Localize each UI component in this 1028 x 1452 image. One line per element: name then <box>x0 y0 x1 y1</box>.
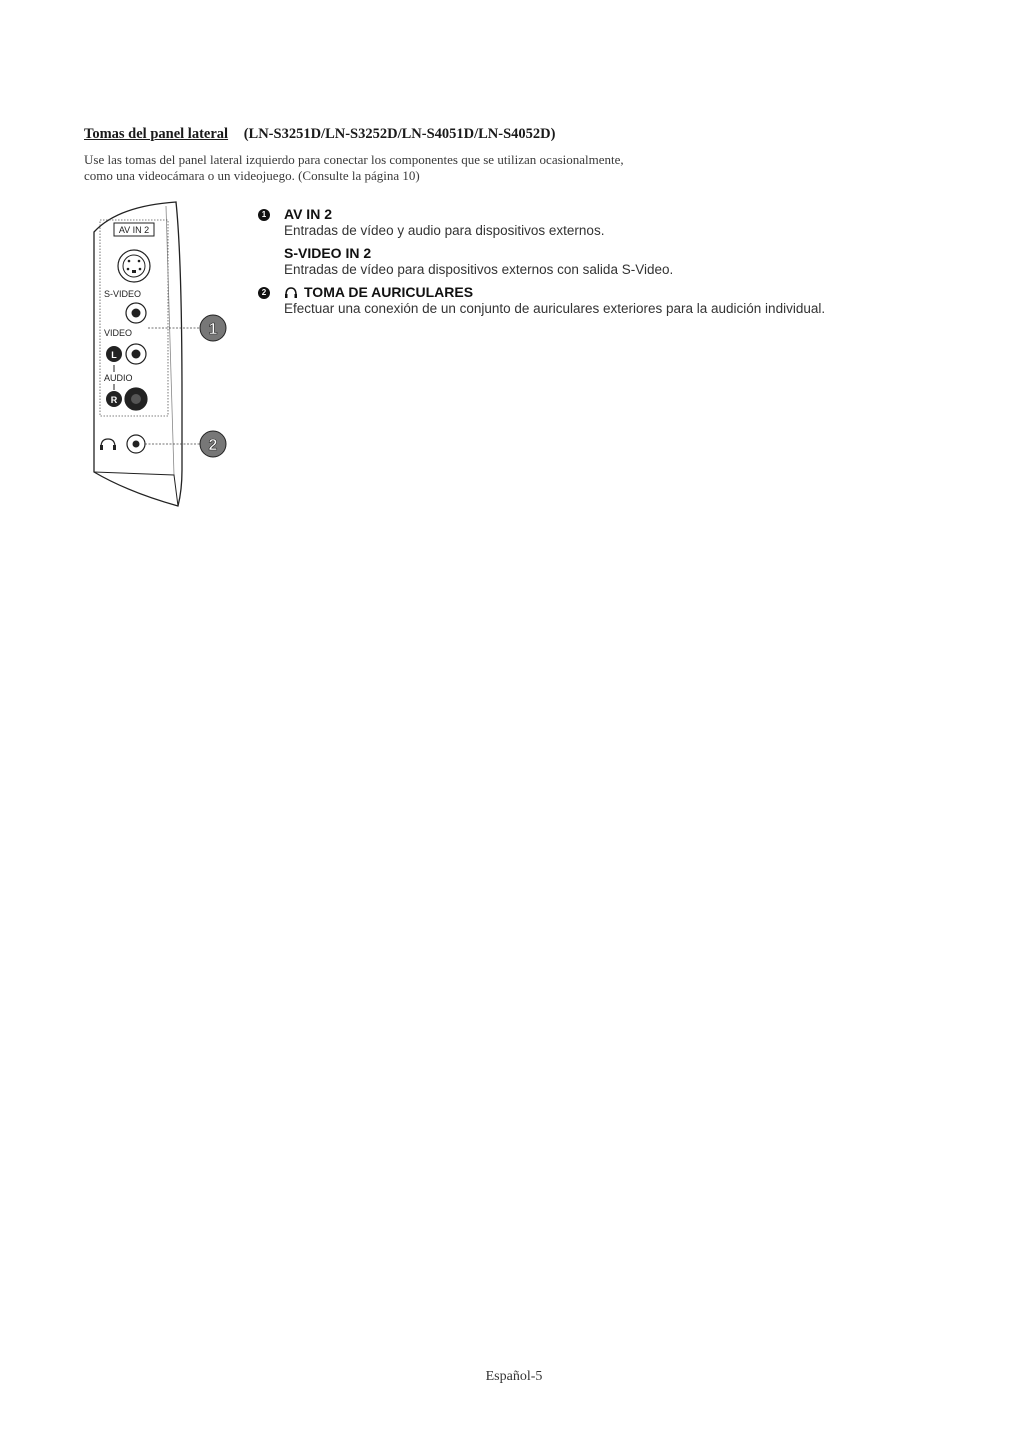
model-list: (LN-S3251D/LN-S3252D/LN-S4051D/LN-S4052D) <box>243 126 556 142</box>
side-panel-drawing <box>88 200 238 510</box>
audio-right-letter: R <box>110 395 118 405</box>
video-label: VIDEO <box>104 328 133 338</box>
callout-2-number: 2 <box>208 437 218 454</box>
item-description: Entradas de vídeo y audio para dispositivos externos. <box>284 223 605 238</box>
item-title-row <box>284 284 958 301</box>
item-headphone-jack <box>258 284 958 317</box>
audio-label: AUDIO <box>104 373 133 383</box>
item-subtitle: S-VIDEO IN 2 <box>284 245 372 261</box>
side-panel-illustration <box>88 200 238 510</box>
item-number-badge: 2 <box>258 287 270 299</box>
callout-1-number: 1 <box>208 321 218 338</box>
intro-line: como una videocámara o un videojuego. (Consulte la página 10) <box>84 168 420 183</box>
av-in-2-label: AV IN 2 <box>118 225 150 235</box>
intro-paragraph <box>84 152 844 184</box>
jack-descriptions <box>258 206 958 323</box>
item-title: TOMA DE AURICULARES <box>304 284 474 300</box>
section-heading <box>84 126 555 143</box>
headphone-icon <box>284 286 298 299</box>
section-title: Tomas del panel lateral <box>84 126 229 142</box>
item-number-badge: 1 <box>258 209 270 221</box>
page-number: Español-5 <box>485 1369 543 1384</box>
s-video-label: S-VIDEO <box>104 289 142 299</box>
intro-line: Use las tomas del panel lateral izquierdo para conectar los componentes que se utilizan ocasionalmente, <box>84 152 624 167</box>
item-av-in-2 <box>258 206 958 278</box>
item-description: Efectuar una conexión de un conjunto de auriculares exteriores para la audición individual. <box>284 301 826 316</box>
item-title: AV IN 2 <box>284 206 332 222</box>
audio-left-letter: L <box>111 350 117 360</box>
s-video-jack-inner <box>123 255 145 277</box>
item-sub-description: Entradas de vídeo para dispositivos externos con salida S-Video. <box>284 262 674 277</box>
